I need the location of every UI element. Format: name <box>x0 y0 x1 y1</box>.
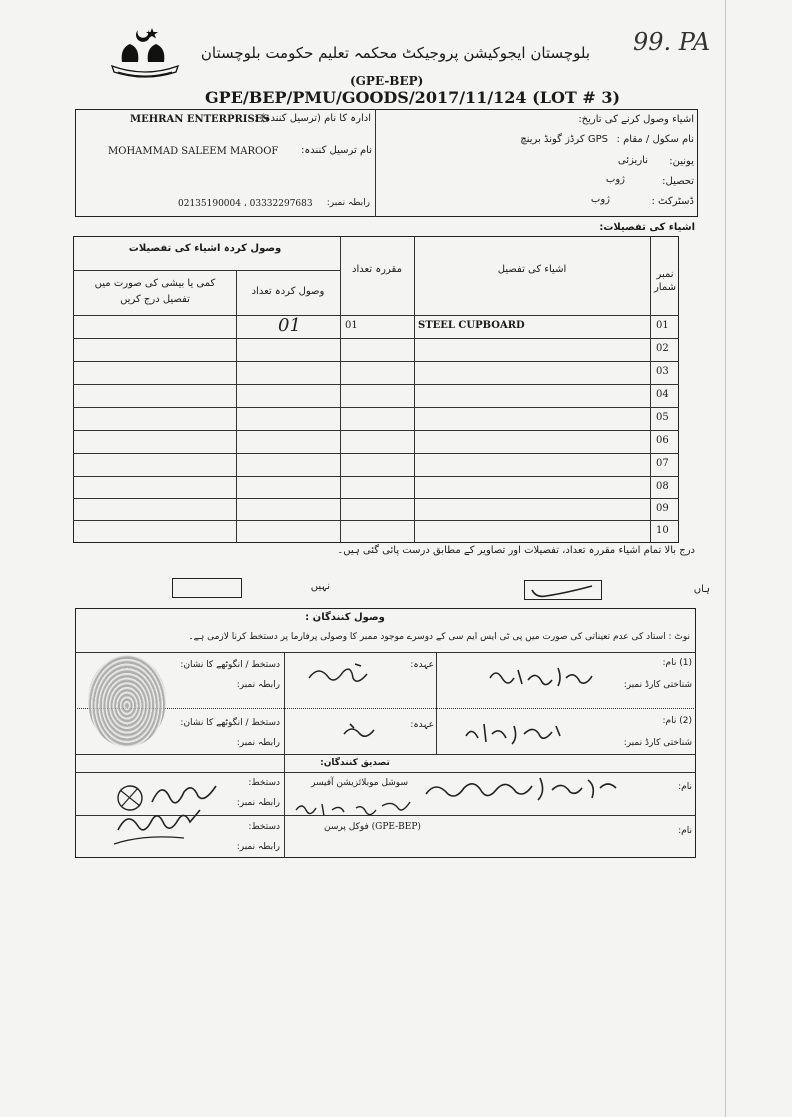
supplier-sender-label: نام ترسیل کنندہ: <box>301 145 372 156</box>
table-row <box>73 430 679 454</box>
table-row <box>73 407 679 431</box>
yes-label: ہاں <box>693 584 710 595</box>
r1-contact-label: رابطہ نمبر: <box>236 680 280 690</box>
row-serial: 06 <box>656 435 669 446</box>
no-label: نہیں <box>310 581 330 592</box>
table-row <box>73 520 679 543</box>
r1-designation-handwriting <box>305 660 385 688</box>
receivers-note: نوٹ : استاد کی عدم تعیناتی کی صورت میں پی ٹی ایس ایم سی کے دوسرے موجود ممبر کا وصولی پرفارما پر دستخط کرنا لازمی ہے۔ <box>188 632 690 642</box>
receivers-title: وصول کنندگان : <box>305 612 385 623</box>
receiver-date-label: اشیاء وصول کرنے کی تاریخ: <box>578 114 694 125</box>
v1-officer-label: سوشل موبلائزیشن آفیسر <box>311 778 408 788</box>
r2-contact-label: رابطہ نمبر: <box>236 738 280 748</box>
v2-name-label: نام: <box>678 826 692 836</box>
r1-designation-label: عہدہ: <box>410 660 434 670</box>
r1-name-handwriting <box>488 664 598 690</box>
receiver-uc-label: یونین: <box>669 156 694 167</box>
supplier-sender-value: MOHAMMAD SALEEM MAROOF <box>108 146 279 157</box>
r1-cnic-label: شناختی کارڈ نمبر: <box>623 680 692 690</box>
v2-sign-label: دستخط: <box>248 822 280 832</box>
table-row <box>73 498 679 521</box>
col-received-qty: وصول کردہ تعداد <box>251 286 325 297</box>
items-section-title: اشیاء کی تفصیلات: <box>599 222 695 233</box>
confirmation-statement: درج بالا تمام اشیاء مقررہ تعداد، تفصیلات اور تصاویر کے مطابق درست پائی گئی ہیں۔ <box>337 545 695 556</box>
r2-designation-label: عہدہ: <box>410 720 434 730</box>
logo <box>108 24 182 86</box>
header-urdu-title: بلوچستان ایجوکیشن پروجیکٹ محکمہ تعلیم حکومت بلوچستان <box>200 44 590 62</box>
items-rows <box>73 315 679 543</box>
table-row <box>73 476 679 499</box>
table-row <box>73 384 679 408</box>
r2-sign-label: دستخط / انگوٹھے کا نشان: <box>180 718 280 728</box>
supplier-org-label: ادارہ کا نام (ترسیل کنندہ) : <box>254 113 371 124</box>
r1-sign-label: دستخط / انگوٹھے کا نشان: <box>180 660 280 670</box>
row-serial: 03 <box>656 366 669 377</box>
r2-name-handwriting <box>462 720 572 748</box>
table-row <box>73 453 679 477</box>
col-shortage: کمی یا بیشی کی صورت میں تفصیل درج کریں <box>94 278 216 305</box>
row-serial: 08 <box>656 481 669 492</box>
col-item: اشیاء کی تفصیل <box>497 264 567 275</box>
receiver-district-label: ڈسٹرکٹ : <box>651 196 694 207</box>
row-serial: 01 <box>656 320 669 331</box>
receiver-school-value: GPS کرڈز گونڈ برینچ <box>520 134 608 145</box>
row-serial: 09 <box>656 503 669 514</box>
table-row <box>73 361 679 385</box>
receiver-uc-value: ناریزئی <box>617 155 648 166</box>
yes-tick-mark <box>528 582 598 600</box>
col-fixed-qty: مقررہ تعداد <box>352 264 402 275</box>
supplier-contact-value: 02135190004 ، 03332297683 <box>178 199 313 209</box>
thumbprint-image <box>88 655 166 747</box>
receiver-tehsil-value: ژوب <box>605 174 625 185</box>
row-item: STEEL CUPBOARD <box>418 320 525 331</box>
no-checkbox[interactable] <box>172 578 242 598</box>
row-serial: 07 <box>656 458 669 469</box>
col-serial: نمبر شمار <box>653 269 677 293</box>
v1-name-label: نام: <box>678 782 692 792</box>
header-acronym: (GPE-BEP) <box>350 74 424 88</box>
row-serial: 10 <box>656 525 669 536</box>
v1-officer-signature <box>292 798 422 822</box>
receiver-district-value: ژوب <box>590 194 610 205</box>
supplier-org-value: MEHRAN ENTERPRISES <box>130 114 270 125</box>
handwritten-ref: 99. PA <box>633 28 711 56</box>
table-row <box>73 315 679 339</box>
r2-cnic-label: شناختی کارڈ نمبر: <box>623 738 692 748</box>
verification-title: تصدیق کنندگان: <box>320 758 390 768</box>
r2-designation-handwriting <box>340 720 380 744</box>
v1-name-handwriting <box>420 774 630 804</box>
row-serial: 04 <box>656 389 669 400</box>
receiver-school-label: نام سکول / مقام : <box>616 134 694 145</box>
header-reference: GPE/BEP/PMU/GOODS/2017/11/124 (LOT # 3) <box>205 88 621 107</box>
v1-sign-label: دستخط: <box>248 778 280 788</box>
row-received-qty: 01 <box>278 315 301 336</box>
table-row <box>73 338 679 362</box>
row-serial: 02 <box>656 343 669 354</box>
verifier-signature <box>108 772 228 852</box>
supplier-contact-label: رابطہ نمبر: <box>326 198 370 208</box>
v2-contact-label: رابطہ نمبر: <box>236 842 280 852</box>
v1-contact-label: رابطہ نمبر: <box>236 798 280 808</box>
v2-officer-label: فوکل پرسن (GPE-BEP) <box>324 822 421 832</box>
row-serial: 05 <box>656 412 669 423</box>
col-received-group: وصول کردہ اشیاء کی تفصیلات <box>128 243 282 254</box>
r1-name-label: (1) نام: <box>662 658 692 668</box>
row-fixed-qty: 01 <box>345 320 358 331</box>
r2-name-label: (2) نام: <box>662 716 692 726</box>
receiver-tehsil-label: تحصیل: <box>662 176 694 187</box>
